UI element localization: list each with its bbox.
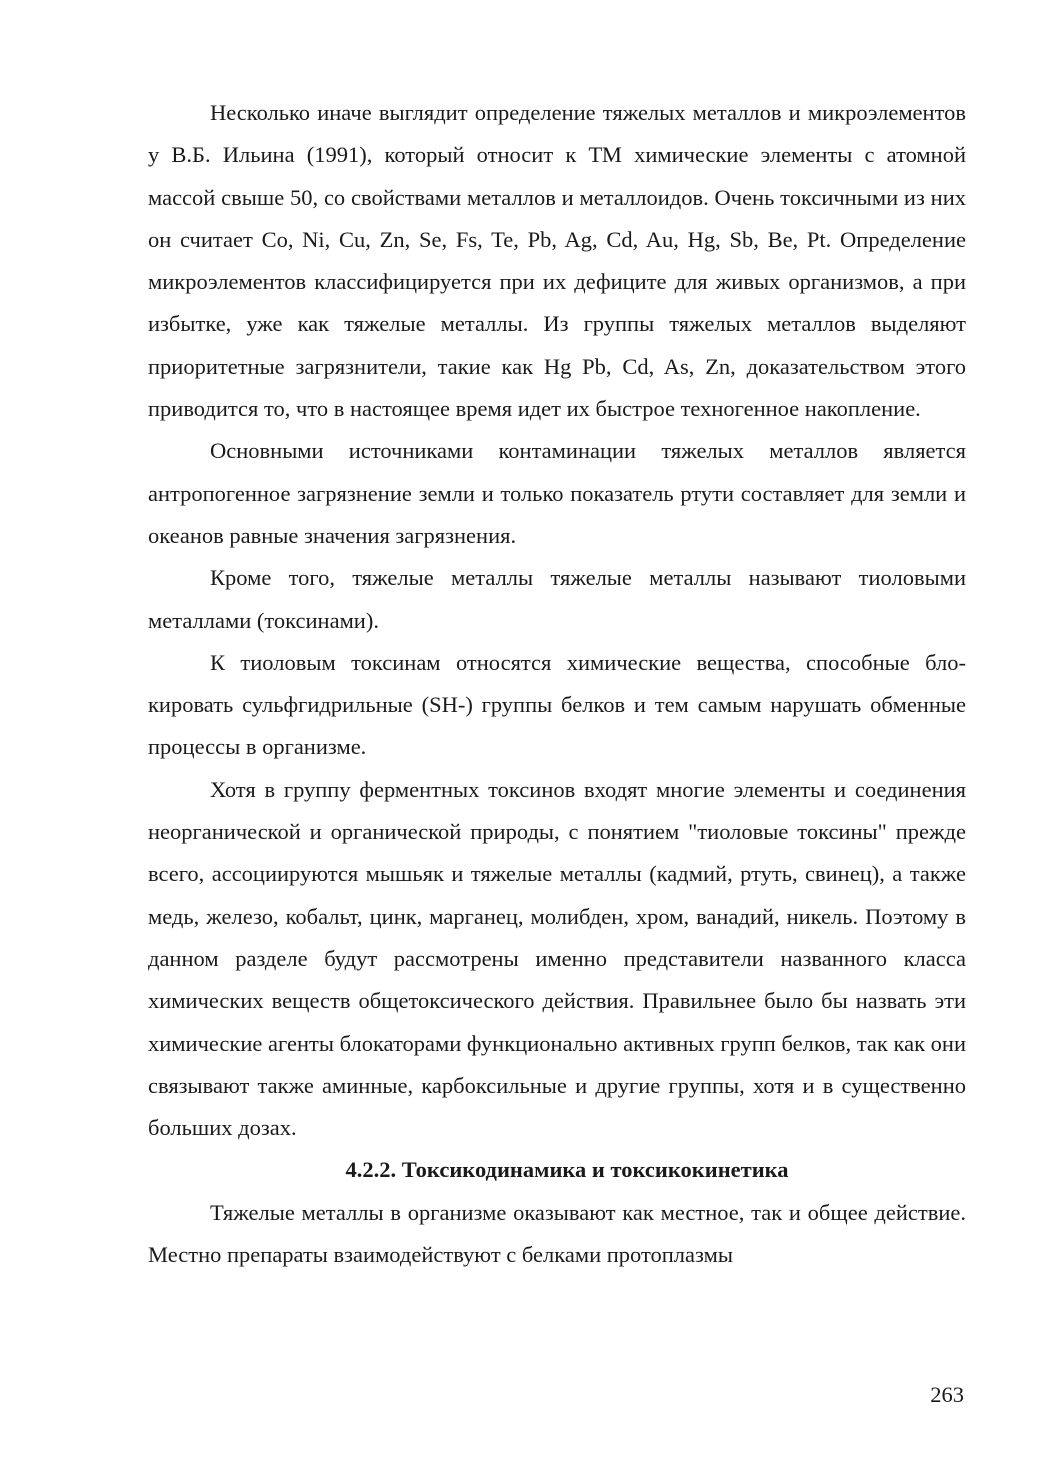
page-number: 263 — [930, 1382, 964, 1407]
body-text — [148, 92, 966, 1276]
paragraph-heavy-metals-definition: Несколько иначе выглядит определение тяжелых металлов и микроэлементов у В.Б. Ильина (1991), который относит к ТМ химические элементы с атомной массой свыше 50, со свойствами металлов и металлоидов. Очень токсичными из них он считает Co, Ni, Cu, Zn, Se, Fs, Te, Pb, Ag, Cd, Au, Hg, Sb, Be, Pt. Определение микроэлементов классифицируется при их дефиците для живых организмов, а при избытке, уже как тяжелые металлы. Из группы тяжелых металлов выделяют приоритетные загрязнители, такие как Hg Pb, Cd, As, Zn, доказательством этого приводится то, что в настоящее время идет их быстрое техногенное накопление. — [148, 100, 966, 422]
paragraph-local-action: Тяжелые металлы в организме оказывают как местное, так и общее действие. Местно препараты взаимодействуют с белками протоплазмы — [148, 1199, 966, 1268]
paragraph-contamination-sources: Основными источниками контаминации тяжелых металлов является антропогенное загрязнение земли и только показатель ртути составляет для земли и океанов равные значения загрязнения. — [148, 438, 966, 548]
paragraph-thiol-metals: Кроме того, тяжелые металлы тяжелые металлы называют тиоловыми металлами (токсинами). — [148, 565, 966, 633]
paragraph-thiol-toxins: К тиоловым токсинам относятся химические вещества, способные блокировать сульфгидрильные (SH-) группы белков и тем самым нарушать обменные процессы в организме. — [148, 649, 966, 760]
paragraph-enzyme-toxins: Хотя в группу ферментных токсинов входят многие элементы и соединения неорганической и органической природы, с понятием "тиоловые токсины" прежде всего, ассоциируются мышьяк и тяжелые металлы (кадмий, ртуть, свинец), а также медь, железо, кобальт, цинк, марганец, молибден, хром, ванадий, никель. Поэтому в данном разделе будут рассмотрены именно представители названного класса химических веществ общетоксического действия. Правильнее было бы назвать эти химические агенты блокаторами функционально активных групп белков, так как они связывают также аминные, карбоксильные и другие группы, хотя и в существенно больших дозах. — [148, 776, 966, 1141]
section-heading: 4.2.2. Токсикодинамика и токсикокинетика — [345, 1157, 789, 1183]
